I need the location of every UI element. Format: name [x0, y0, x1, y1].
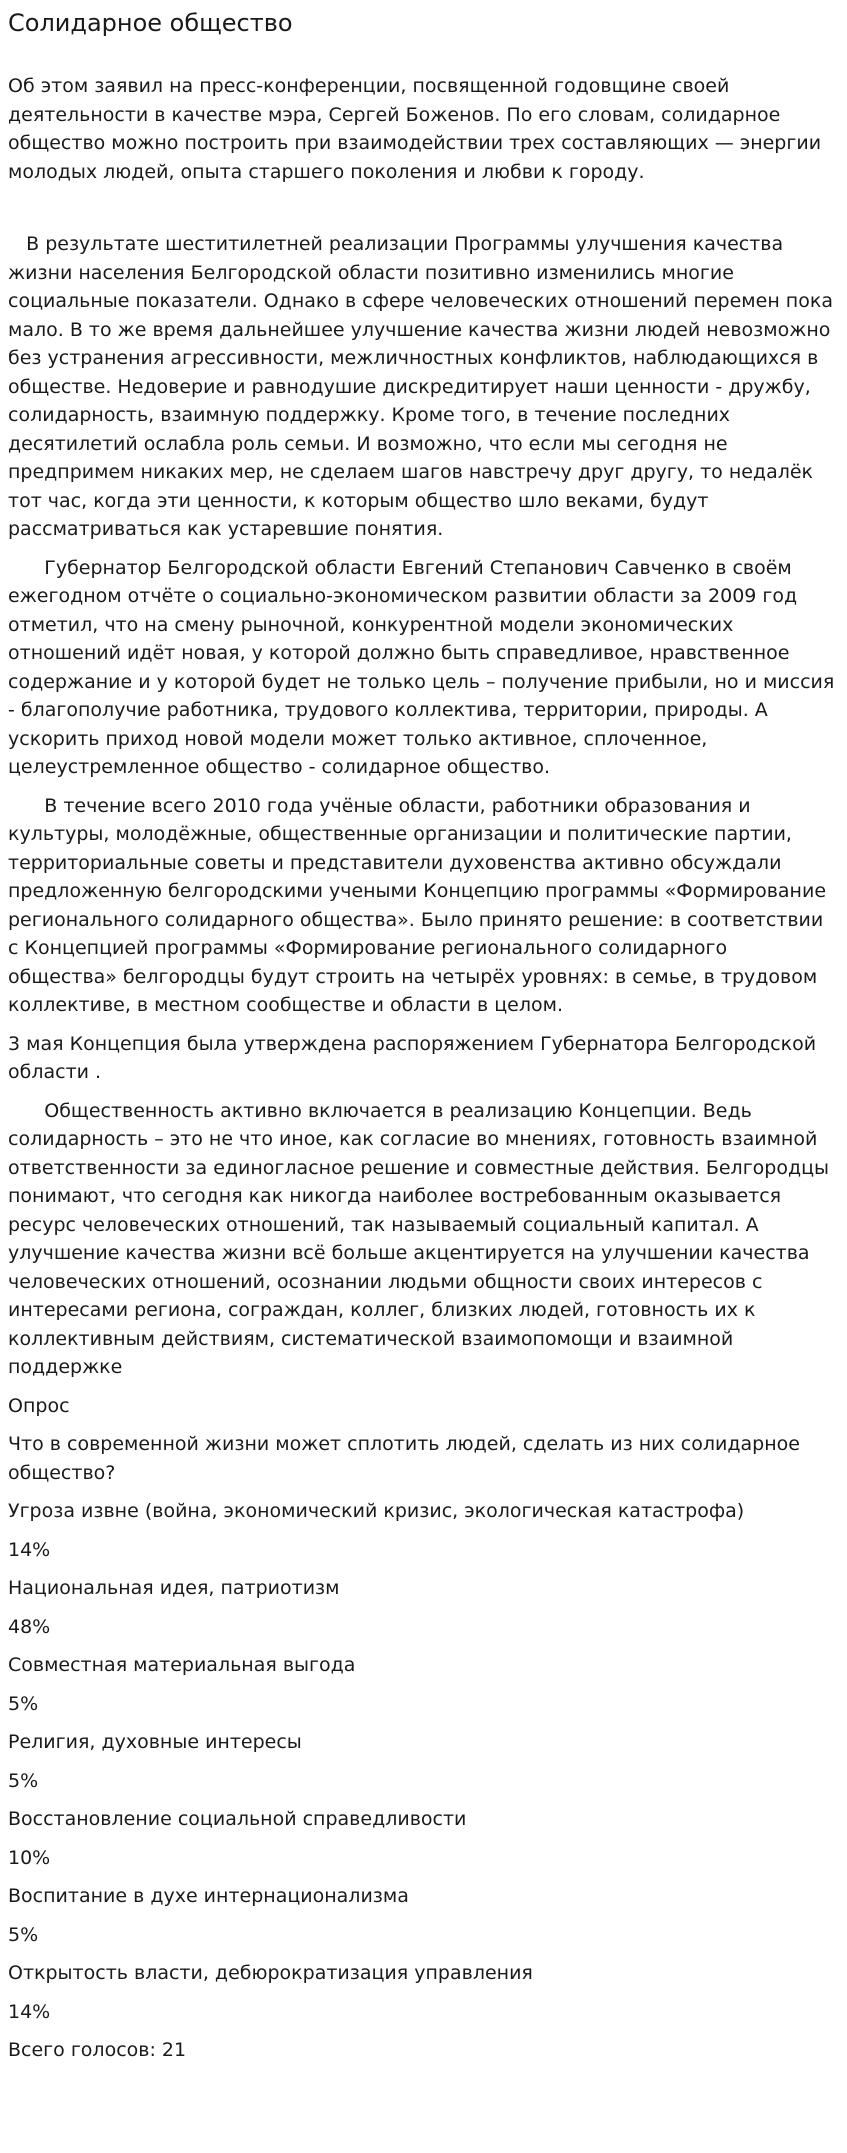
article-paragraph: В результате шеститилетней реализации Программы улучшения качества жизни населения Белгородской области позитивно изменились многие социальные показатели. Однако в сфере человеческих отношений перемен пока мало. В то же время дальнейшее улучшение качества жизни людей невозможно без устранения агрессивности, межличностных конфликтов, наблюдающихся в обществе. Недоверие и равнодушие дискредитирует наши ценности - дружбу, солидарность, взаимную поддержку. Кроме того, в течение последних десятилетий ослабла роль семьи. И возможно, что если мы сегодня не предпримем никаких мер, не сделаем шагов навстречу друг другу, то недалёк тот час, когда эти ценности, к которым общество шло веками, будут рассматриваться как устаревшие понятия. [8, 233, 840, 540]
poll-option-label: Религия, духовные интересы [8, 1731, 302, 1753]
poll-option-label: Национальная идея, патриотизм [8, 1577, 340, 1599]
article-paragraph: 3 мая Концепция была утверждена распоряжением Губернатора Белгородской области . [8, 1032, 823, 1083]
article-lead: Об этом заявил на пресс-конференции, посвященной годовщине своей деятельности в качестве мэра, Сергей Боженов. По его словам, солидарное общество можно построить при взаимодействии трех составляющих — энергии молодых людей, опыта старшего поколения и любви к городу. [8, 75, 822, 183]
article-paragraph: Общественность активно включается в реализацию Концепции. Ведь солидарность – это не что иное, как согласие во мнениях, готовность взаимной ответственности за единогласное решение и совместные действия. Белгородцы понимают, что сегодня как никогда наиболее востребованным оказывается ресурс человеческих отношений, так называемый социальный капитал. А улучшение качества жизни всё больше акцентируется на улучшении качества человеческих отношений, осознании людьми общности своих интересов с интересами региона, сограждан, коллег, близких людей, готовность их к коллективным действиям, систематической взаимопомощи и взаимной поддержке [8, 1099, 836, 1378]
poll-option-label: Воспитание в духе интернационализма [8, 1885, 409, 1907]
poll-option-percent: 48% [8, 1615, 51, 1638]
poll-option-percent: 5% [8, 1923, 39, 1946]
article-paragraph: В течение всего 2010 года учёные области, работники образования и культуры, молодёжные, общественные организации и политические партии, территориальные советы и представители духовенства активно обсуждали предложенную белгородскими учеными Концепцию программы «Формирование регионального солидарного общества». Было принято решение: в соответствии с Концепцией программы «Формирование регионального солидарного общества» белгородцы будут строить на четырёх уровнях: в семье, в трудовом коллективе, в местном сообществе и области в целом. [8, 794, 833, 1016]
poll-option-percent: 10% [8, 1846, 51, 1869]
poll-option-label: Угроза извне (война, экономический кризис, экологическая катастрофа) [8, 1500, 745, 1522]
article-paragraph: Губернатор Белгородской области Евгений Степанович Савченко в своём ежегодном отчёте о социально-экономическом развитии области за 2009 год отметил, что на смену рыночной, конкурентной модели экономических отношений идёт новая, у которой должно быть справедливое, нравственное содержание и у которой будет не только цель – получение прибыли, но и миссия - благополучие работника, трудового коллектива, территории, природы. А ускорить приход новой модели может только активное, сплоченное, целеустремленное общество - солидарное общество. [8, 556, 841, 778]
poll-option-label: Открытость власти, дебюрократизация управления [8, 1962, 533, 1984]
poll-question: Что в современной жизни может сплотить людей, сделать из них солидарное общество? [8, 1433, 800, 1484]
poll-option-label: Совместная материальная выгода [8, 1654, 356, 1676]
poll [8, 1392, 839, 2065]
poll-option-label: Восстановление социальной справедливости [8, 1808, 467, 1830]
poll-total-votes: Всего голосов: 21 [8, 2039, 187, 2061]
poll-option-percent: 5% [8, 1692, 39, 1715]
article-body [8, 230, 839, 1382]
poll-heading: Опрос [8, 1394, 70, 1417]
poll-option-percent: 14% [8, 2000, 51, 2023]
article-page [0, 8, 847, 2065]
poll-option-percent: 14% [8, 1538, 51, 1561]
page-title: Солидарное общество [8, 9, 293, 37]
poll-option-percent: 5% [8, 1769, 39, 1792]
